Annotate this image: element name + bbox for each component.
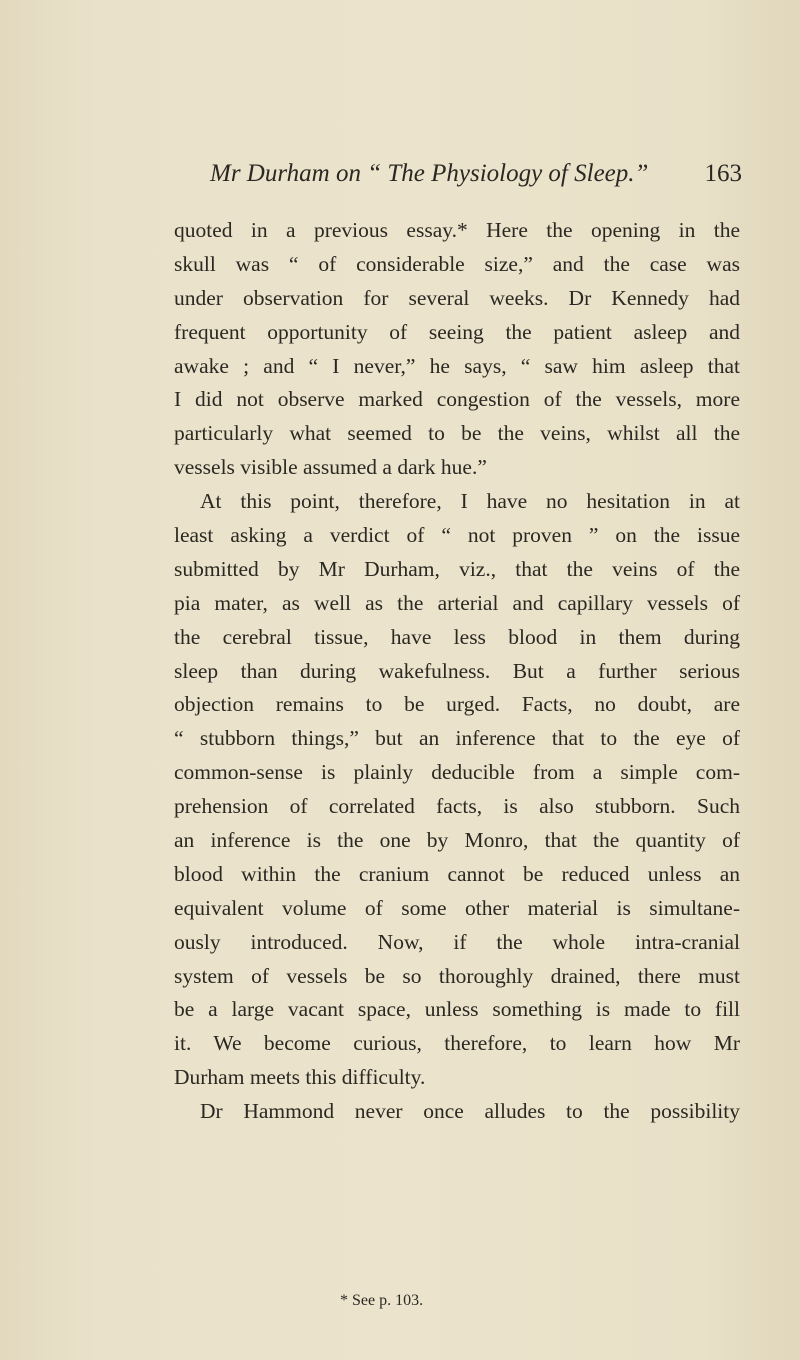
- text-line: awake ; and “ I never,” he says, “ saw him asleep that: [174, 353, 740, 378]
- text-line: quoted in a previous essay.* Here the opening in the: [174, 218, 740, 242]
- text-line: prehension of correlated facts, is also stubborn. Such: [174, 794, 740, 819]
- text-line: the cerebral tissue, have less blood in them during: [174, 624, 740, 649]
- text-line: submitted by Mr Durham, viz., that the veins of the: [174, 556, 740, 581]
- text-line: it. We become curious, therefore, to learn how Mr: [174, 1031, 740, 1056]
- text-line: ously introduced. Now, if the whole intra-cranial: [174, 929, 740, 954]
- body-text: [174, 214, 740, 1129]
- text-line: At this point, therefore, I have no hesitation in at: [200, 489, 740, 514]
- text-line: “ stubborn things,” but an inference that to the eye of: [174, 726, 740, 751]
- text-line: sleep than during wakefulness. But a further serious: [174, 658, 740, 683]
- footnote: * See p. 103.: [340, 1292, 424, 1309]
- text-line: frequent opportunity of seeing the patient asleep and: [174, 319, 740, 344]
- running-title: Mr Durham on “ The Physiology of Sleep.”: [210, 160, 649, 187]
- text-line: Durham meets this difficulty.: [174, 1065, 426, 1090]
- text-line: an inference is the one by Monro, that the quantity of: [174, 828, 740, 853]
- text-line: Dr Hammond never once alludes to the possibility: [200, 1099, 740, 1124]
- running-header: [210, 160, 740, 200]
- text-line: particularly what seemed to be the veins, whilst all the: [174, 421, 740, 446]
- text-line: objection remains to be urged. Facts, no doubt, are: [174, 692, 740, 717]
- text-line: pia mater, as well as the arterial and capillary vessels of: [174, 590, 740, 615]
- text-line: vessels visible assumed a dark hue.”: [174, 455, 487, 480]
- text-line: be a large vacant space, unless something is made to fill: [174, 997, 740, 1022]
- text-line: I did not observe marked congestion of the vessels, more: [174, 387, 740, 412]
- text-line: common-sense is plainly deducible from a simple com-: [174, 760, 740, 785]
- text-line: equivalent volume of some other material is simultane-: [174, 895, 740, 920]
- text-line: system of vessels be so thoroughly drained, there must: [174, 963, 740, 988]
- text-line: blood within the cranium cannot be reduced unless an: [174, 861, 740, 886]
- text-line: skull was “ of considerable size,” and the case was: [174, 251, 740, 276]
- text-line: under observation for several weeks. Dr Kennedy had: [174, 285, 740, 310]
- page-number: 163: [704, 160, 742, 187]
- text-line: least asking a verdict of “ not proven ” on the issue: [174, 523, 740, 548]
